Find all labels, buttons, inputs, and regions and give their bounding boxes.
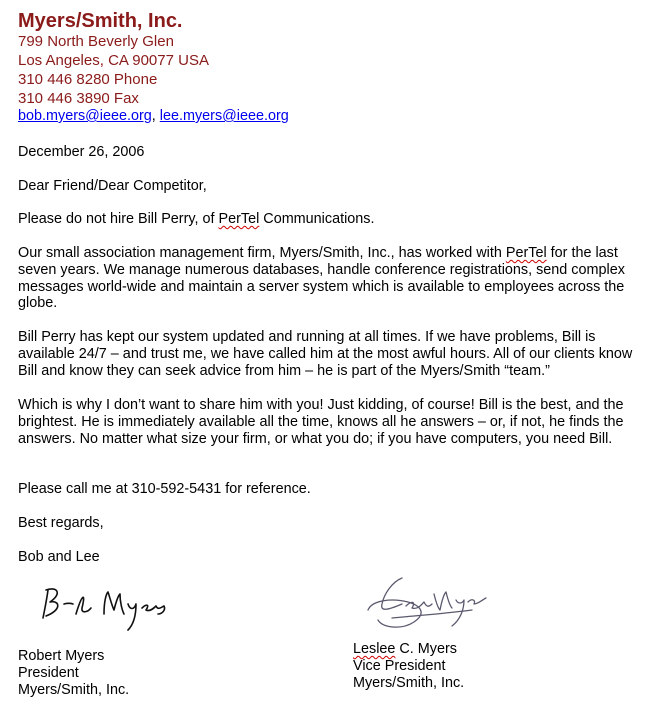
address-line2: Los Angeles, CA 90077 USA bbox=[18, 52, 209, 69]
paragraph-2-text-end: for the last seven years. We manage numerous databases, handle conference registrations, send complex messages world-wide and maintain a server system which is available to employees across the globe. bbox=[18, 245, 625, 312]
signers-line: Bob and Lee bbox=[18, 549, 100, 565]
signature-robert-myers bbox=[38, 584, 188, 636]
signer-right-title: Vice President bbox=[353, 657, 446, 674]
paragraph-4: Which is why I don’t want to share him with you! Just kidding, of course! Bill is the best, and the brightest. He is immediately available all the time, knows all he answers – or, if not, he finds the answers. No matter what size your firm, or what you do; if you have computers, you need Bill. bbox=[18, 397, 624, 447]
signer-left-title: President bbox=[18, 664, 79, 681]
paragraph-1 bbox=[18, 211, 643, 228]
paragraph-3: Bill Perry has kept our system updated and running at all times. If we have problems, Bill is available 24/7 – and trust me, we have called him at the most awful hours. All of our clients know Bill and know they can seek advice from him – he is part of the Myers/Smith “team.” bbox=[18, 329, 633, 379]
closing: Best regards, bbox=[18, 515, 104, 531]
paragraph-1-text: Please do not hire Bill Perry, of bbox=[18, 211, 219, 227]
signer-right-block bbox=[353, 641, 464, 691]
fax-line: 310 446 3890 Fax bbox=[18, 90, 139, 107]
signature-leslee-myers bbox=[362, 570, 492, 640]
company-name: Myers/Smith, Inc. bbox=[18, 10, 183, 32]
paragraph-2 bbox=[18, 245, 643, 312]
signer-right-name bbox=[353, 641, 464, 658]
email-link-lee[interactable]: lee.myers@ieee.org bbox=[159, 108, 289, 124]
salutation: Dear Friend/Dear Competitor, bbox=[18, 178, 207, 194]
paragraph-5: Please call me at 310-592-5431 for reference. bbox=[18, 481, 311, 497]
signer-left-name: Robert Myers bbox=[18, 648, 105, 664]
email-line bbox=[18, 108, 289, 125]
spellcheck-word-pertel: PerTel bbox=[505, 245, 547, 261]
letter-date: December 26, 2006 bbox=[18, 144, 145, 160]
signer-left-block bbox=[18, 648, 129, 698]
paragraph-2-text: Our small association management firm, Myers/Smith, Inc., has worked with bbox=[18, 245, 506, 261]
phone-line: 310 446 8280 Phone bbox=[18, 71, 158, 88]
spellcheck-word-pertel: PerTel bbox=[218, 211, 260, 227]
spellcheck-word-leslee: Leslee bbox=[353, 641, 396, 657]
address-line1: 799 North Beverly Glen bbox=[18, 33, 174, 50]
email-separator: , bbox=[151, 108, 156, 124]
signer-right-company: Myers/Smith, Inc. bbox=[353, 674, 465, 691]
signer-right-name-rest: C. Myers bbox=[395, 641, 457, 657]
email-link-bob[interactable]: bob.myers@ieee.org bbox=[18, 108, 152, 124]
signer-left-company: Myers/Smith, Inc. bbox=[18, 681, 130, 698]
paragraph-1-text-end: Communications. bbox=[259, 211, 375, 227]
